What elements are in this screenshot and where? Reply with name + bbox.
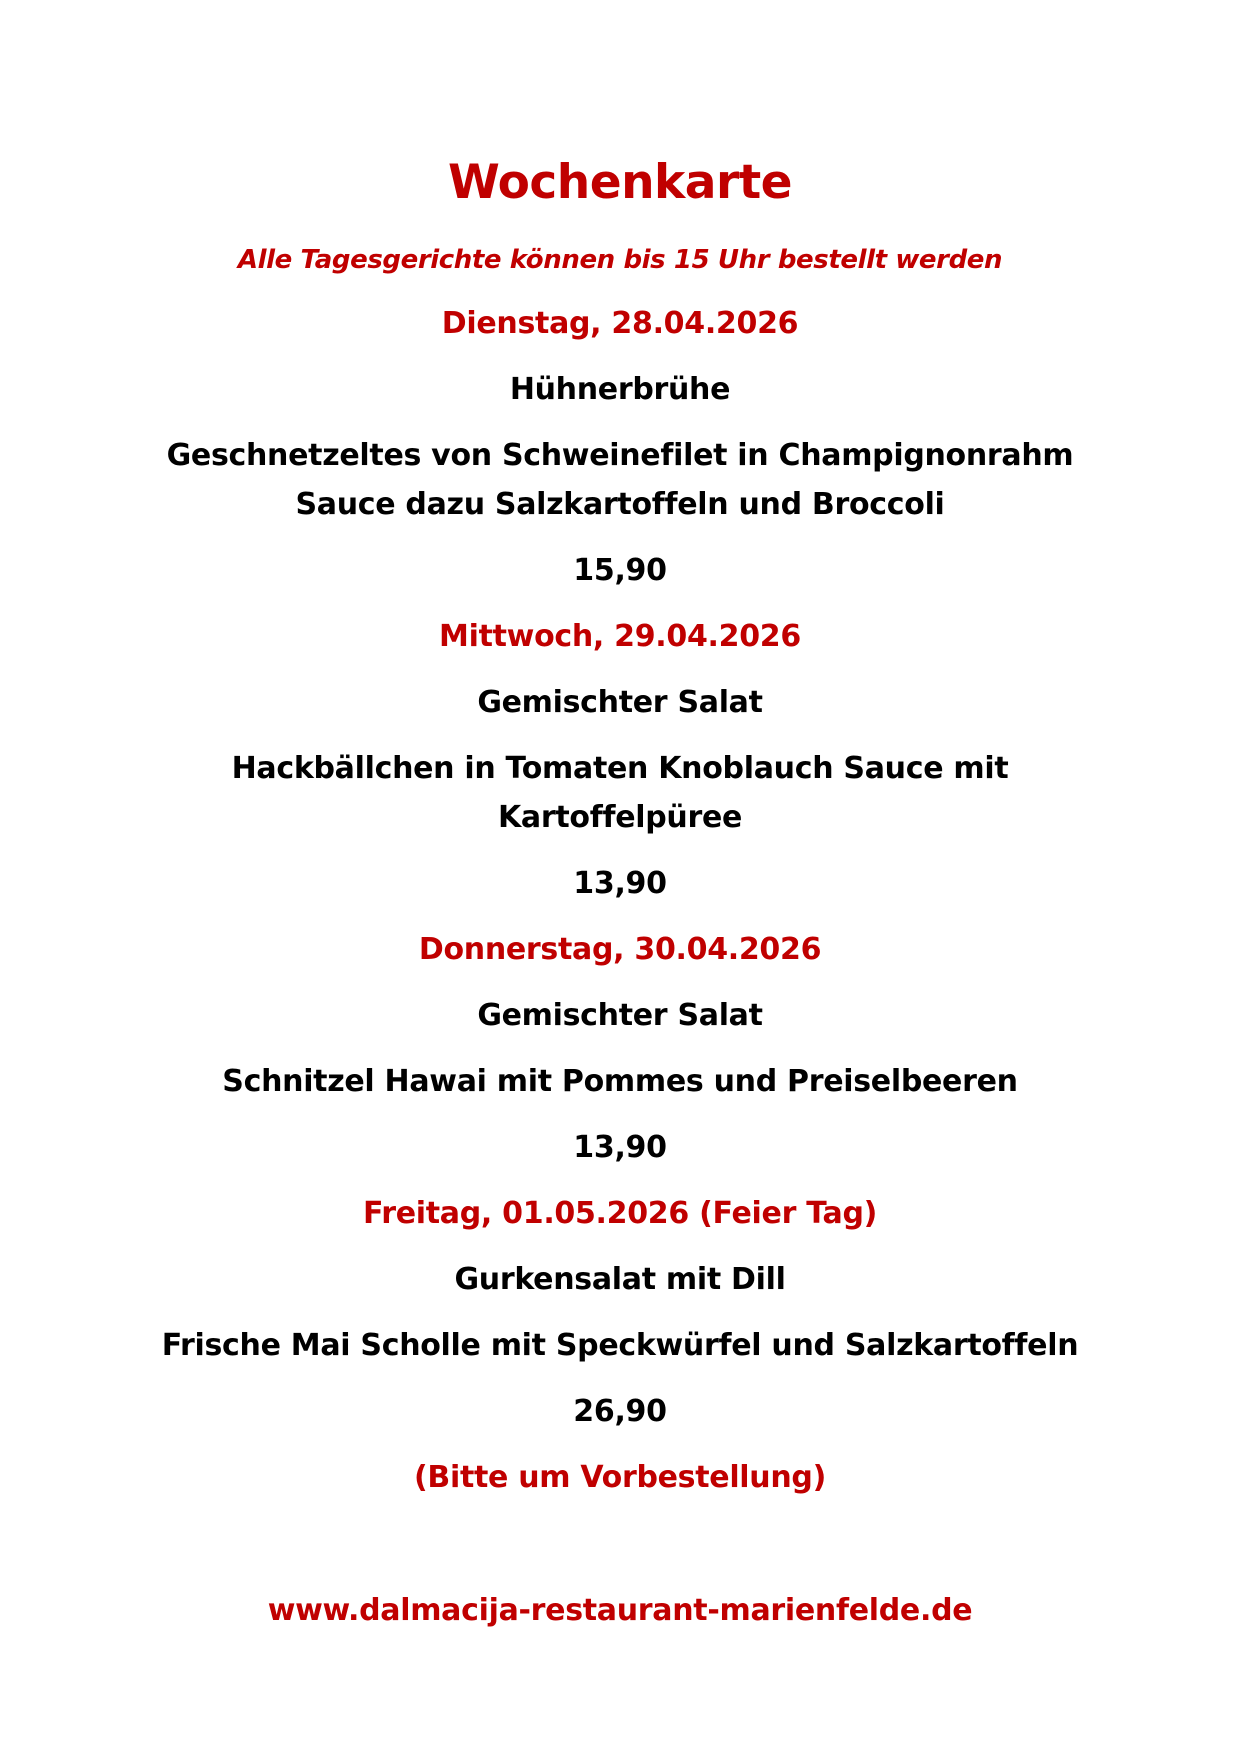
price-wednesday: 13,90: [573, 866, 667, 901]
starter-tuesday: Hühnerbrühe: [509, 372, 731, 407]
starter-thursday: Gemischter Salat: [477, 998, 763, 1033]
main-dish-friday: Frische Mai Scholle mit Speckwürfel und Salzkartoffeln: [161, 1328, 1079, 1363]
day-heading-wednesday: Mittwoch, 29.04.2026: [439, 619, 801, 654]
main-dish-thursday: Schnitzel Hawai mit Pommes und Preiselbeeren: [222, 1064, 1018, 1099]
main-dish-tuesday-line-1: Geschnetzeltes von Schweinefilet in Champignonrahm: [166, 438, 1074, 473]
preorder-notice: (Bitte um Vorbestellung): [413, 1460, 826, 1495]
main-dish-wednesday-line-2: Kartoffelpüree: [497, 800, 743, 835]
website-link[interactable]: www.dalmacija-restaurant-marienfelde.de: [267, 1593, 973, 1628]
starter-friday: Gurkensalat mit Dill: [454, 1262, 786, 1297]
price-tuesday: 15,90: [573, 553, 667, 588]
starter-wednesday: Gemischter Salat: [477, 685, 763, 720]
day-heading-friday: Freitag, 01.05.2026 (Feier Tag): [362, 1196, 878, 1231]
main-dish-tuesday-line-2: Sauce dazu Salzkartoffeln und Broccoli: [295, 487, 945, 522]
day-heading-thursday: Donnerstag, 30.04.2026: [418, 932, 822, 967]
main-dish-wednesday-line-1: Hackbällchen in Tomaten Knoblauch Sauce mit: [231, 751, 1009, 786]
order-deadline-note: Alle Tagesgerichte können bis 15 Uhr bestellt werden: [237, 245, 1003, 275]
day-heading-tuesday: Dienstag, 28.04.2026: [441, 306, 799, 341]
price-friday: 26,90: [573, 1394, 667, 1429]
price-thursday: 13,90: [573, 1130, 667, 1165]
page-title: Wochenkarte: [447, 155, 793, 210]
